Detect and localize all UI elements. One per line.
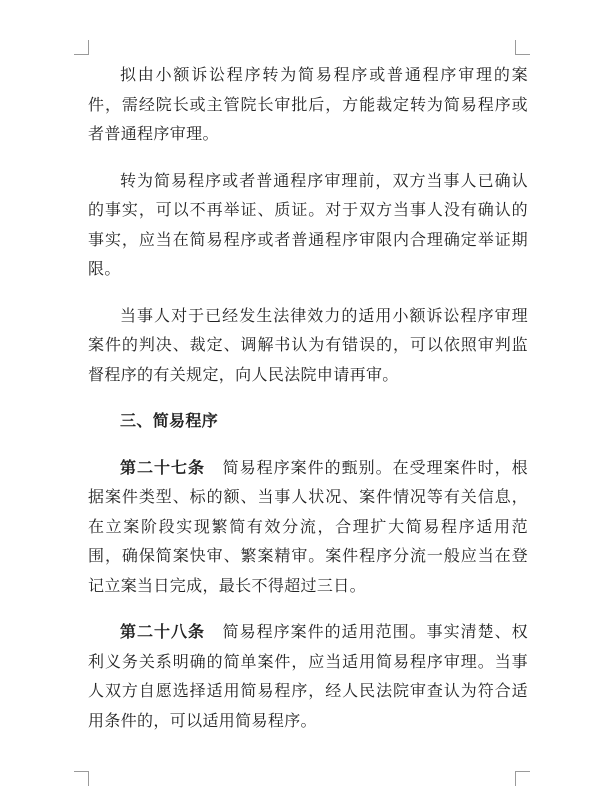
paragraph-transfer-procedure: 拟由小额诉讼程序转为简易程序或普通程序审理的案件，需经院长或主管院长审批后，方能裁定转为简易程序或者普通程序审理。 <box>88 65 528 143</box>
paragraph-retrial: 当事人对于已经发生法律效力的适用小额诉讼程序审理案件的判决、裁定、调解书认为有错误的，可以依照审判监督程序的有关规定，向人民法院申请再审。 <box>88 305 528 384</box>
crop-mark-bottom-left <box>74 771 89 786</box>
article-28-number: 第二十八条 <box>120 622 206 641</box>
article-27-number: 第二十七条 <box>120 457 206 477</box>
document-body <box>88 60 528 735</box>
article-27-text: 简易程序案件的甄别。在受理案件时，根据案件类型、标的额、当事人状况、案件情况等有关信息，在立案阶段实现繁简有效分流，合理扩大简易程序适用范围，确保简案快审、繁案精审。案件程序分流一般应当在登记立案当日完成，最长不得超过三日。 <box>88 457 528 595</box>
article-28-text: 简易程序案件的适用范围。事实清楚、权利义务关系明确的简单案件，应当适用简易程序审理。当事人双方自愿选择适用简易程序，经人民法院审查认为符合适用条件的，可以适用简易程序。 <box>88 622 528 730</box>
paragraph-confirmed-facts: 转为简易程序或者普通程序审理前，双方当事人已确认的事实，可以不再举证、质证。对于双方当事人没有确认的事实，应当在简易程序或者普通程序审限内合理确定举证期限。 <box>88 170 528 278</box>
article-28 <box>88 617 528 735</box>
article-27 <box>88 453 528 601</box>
crop-mark-top-right <box>515 40 530 55</box>
crop-mark-bottom-right <box>515 771 530 786</box>
crop-mark-top-left <box>74 40 89 55</box>
section-heading: 三、简易程序 <box>120 411 219 430</box>
